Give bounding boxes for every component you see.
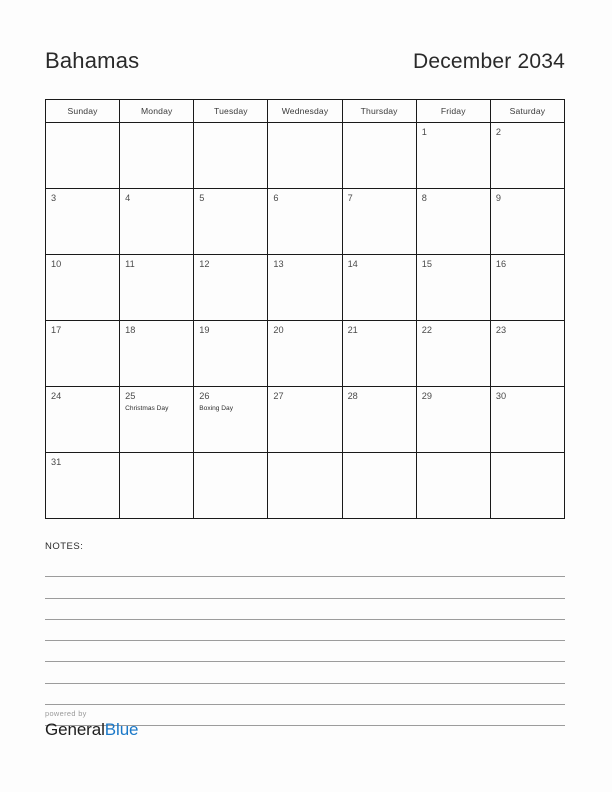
day-cell-10[interactable] <box>46 255 120 320</box>
day-number: 4 <box>125 193 131 203</box>
day-cell-14[interactable] <box>343 255 417 320</box>
month-year-title: December 2034 <box>412 50 565 73</box>
footer-branding <box>45 709 138 740</box>
powered-by-label: powered by <box>45 709 87 718</box>
day-cell-empty <box>491 453 565 518</box>
day-number: 25 <box>125 391 136 401</box>
day-cell-5[interactable] <box>194 189 268 254</box>
calendar-grid <box>45 99 565 519</box>
note-line[interactable] <box>45 556 565 577</box>
day-number: 16 <box>495 259 507 269</box>
day-cell-empty <box>194 453 268 518</box>
day-number: 20 <box>273 325 284 335</box>
calendar-week-row <box>46 453 565 519</box>
day-number: 10 <box>51 259 62 269</box>
calendar-week-row <box>46 123 565 189</box>
weekday-header-monday: Monday <box>120 100 194 122</box>
day-number: 1 <box>421 127 427 137</box>
day-event-label: Christmas Day <box>125 405 169 412</box>
weekday-header-wednesday: Wednesday <box>268 100 342 122</box>
day-cell-13[interactable] <box>268 255 342 320</box>
day-number: 5 <box>199 193 205 203</box>
day-event-label: Boxing Day <box>199 405 234 412</box>
calendar-week-row <box>46 189 565 255</box>
day-cell-1[interactable] <box>417 123 491 188</box>
day-cell-empty <box>46 123 120 188</box>
weekday-header-saturday: Saturday <box>491 100 565 122</box>
day-cell-29[interactable] <box>417 387 491 452</box>
day-cell-26[interactable] <box>194 387 268 452</box>
day-cell-2[interactable] <box>491 123 565 188</box>
day-cell-15[interactable] <box>417 255 491 320</box>
day-cell-empty <box>343 453 417 518</box>
day-cell-22[interactable] <box>417 321 491 386</box>
brand-name-blue: Blue <box>104 720 139 739</box>
day-number: 11 <box>125 259 135 269</box>
day-cell-20[interactable] <box>268 321 342 386</box>
calendar-weeks <box>46 123 565 519</box>
day-number: 14 <box>347 259 358 269</box>
day-number: 28 <box>347 391 358 401</box>
day-cell-empty <box>268 123 342 188</box>
weekday-header-row <box>46 100 565 123</box>
day-number: 30 <box>495 391 507 401</box>
day-cell-empty <box>194 123 268 188</box>
day-number: 26 <box>199 391 210 401</box>
note-line[interactable] <box>45 662 565 683</box>
day-number: 17 <box>51 325 62 335</box>
day-cell-19[interactable] <box>194 321 268 386</box>
calendar-week-row <box>46 321 565 387</box>
notes-label: NOTES: <box>45 541 84 552</box>
day-cell-18[interactable] <box>120 321 194 386</box>
note-line[interactable] <box>45 599 565 620</box>
day-cell-7[interactable] <box>343 189 417 254</box>
country-title: Bahamas <box>45 48 140 73</box>
day-cell-21[interactable] <box>343 321 417 386</box>
notes-section <box>45 540 565 726</box>
day-cell-empty <box>417 453 491 518</box>
day-cell-17[interactable] <box>46 321 120 386</box>
weekday-header-sunday: Sunday <box>46 100 120 122</box>
brand-name-general: General <box>45 720 105 739</box>
day-number: 19 <box>199 325 210 335</box>
page-header <box>45 48 565 82</box>
day-number: 22 <box>421 325 432 335</box>
notes-lines <box>45 556 565 726</box>
note-line[interactable] <box>45 577 565 598</box>
generalblue-logo[interactable] <box>45 720 138 740</box>
day-cell-empty <box>120 123 194 188</box>
day-cell-11[interactable] <box>120 255 194 320</box>
day-number: 29 <box>421 391 432 401</box>
day-number: 7 <box>347 193 353 203</box>
day-number: 27 <box>273 391 284 401</box>
weekday-header-friday: Friday <box>417 100 491 122</box>
day-number: 18 <box>125 325 136 335</box>
day-cell-27[interactable] <box>268 387 342 452</box>
day-cell-30[interactable] <box>491 387 565 452</box>
day-number: 2 <box>495 127 501 137</box>
day-cell-28[interactable] <box>343 387 417 452</box>
day-cell-3[interactable] <box>46 189 120 254</box>
day-number: 31 <box>51 457 62 467</box>
day-cell-empty <box>268 453 342 518</box>
day-cell-8[interactable] <box>417 189 491 254</box>
day-number: 9 <box>495 193 501 203</box>
day-cell-16[interactable] <box>491 255 565 320</box>
day-cell-empty <box>120 453 194 518</box>
day-cell-4[interactable] <box>120 189 194 254</box>
note-line[interactable] <box>45 620 565 641</box>
note-line[interactable] <box>45 684 565 705</box>
day-cell-6[interactable] <box>268 189 342 254</box>
day-number: 8 <box>421 193 427 203</box>
weekday-header-tuesday: Tuesday <box>194 100 268 122</box>
day-cell-9[interactable] <box>491 189 565 254</box>
calendar-week-row <box>46 387 565 453</box>
calendar-week-row <box>46 255 565 321</box>
day-number: 12 <box>199 259 210 269</box>
day-cell-empty <box>343 123 417 188</box>
note-line[interactable] <box>45 641 565 662</box>
day-number: 13 <box>273 259 284 269</box>
day-cell-23[interactable] <box>491 321 565 386</box>
weekday-header-thursday: Thursday <box>343 100 417 122</box>
day-cell-31[interactable] <box>46 453 120 518</box>
day-cell-24[interactable] <box>46 387 120 452</box>
day-number: 15 <box>421 259 432 269</box>
day-number: 24 <box>51 391 62 401</box>
day-cell-12[interactable] <box>194 255 268 320</box>
day-cell-25[interactable] <box>120 387 194 452</box>
day-number: 23 <box>495 325 507 335</box>
day-number: 3 <box>51 193 57 203</box>
day-number: 6 <box>273 193 279 203</box>
day-number: 21 <box>347 325 358 335</box>
